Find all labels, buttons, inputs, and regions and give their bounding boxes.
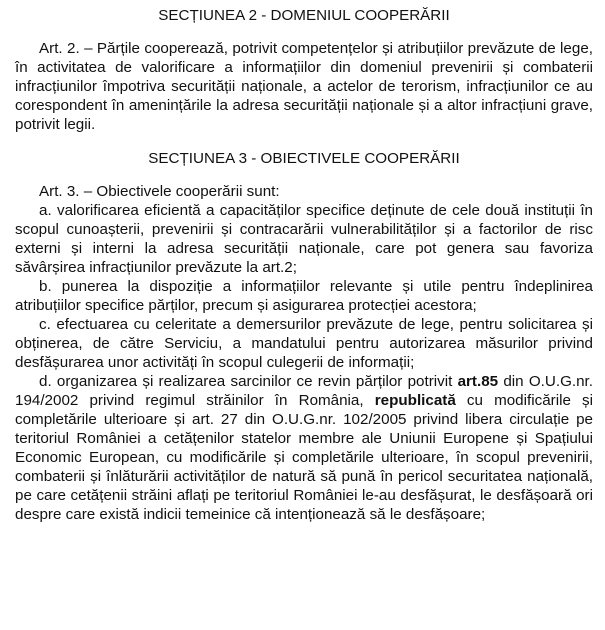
article-3-intro: Art. 3. – Obiectivele cooperării sunt: [39, 183, 280, 200]
objective-d [15, 372, 593, 524]
objective-d-text-2: din O.U.G.nr. 194/2002 privind regimul străinilor în România, [15, 373, 593, 409]
article-2-text: Art. 2. – Părțile cooperează, potrivit competențelor și atribuțiilor prevăzute de lege, în activitatea de valorificare a informațiilor din domeniul prevenirii și combaterii infracțiunilor împotriva securității naționale, a actelor de terorism, infracțiunilor ce au corespondent în amenințările la adresa securității naționale și a altor infracțiuni grave, potrivit legii. [15, 40, 593, 133]
objective-a: a. valorificarea eficientă a capacităților specifice deținute de cele două instituții în scopul cunoașterii, prevenirii și contracarării vulnerabilităților și a factorilor de risc externi și interni la adresa securității naționale, care pot genera sau favoriza săvârșirea infracțiunilor prevăzute la art.2; [15, 202, 593, 276]
section-3-title: SECȚIUNEA 3 - OBIECTIVELE COOPERĂRII [148, 150, 460, 167]
objective-c: c. efectuarea cu celeritate a demersurilor prevăzute de lege, pentru solicitarea și obținerea, de către Serviciu, a mandatului pentru autorizarea măsurilor privind desfășurarea unor activități în scopul culegerii de informații; [15, 316, 593, 371]
objective-d-bold-art85: art.85 [457, 373, 499, 390]
objective-d-text-3: cu modificările și completările ulterioare și art. 27 din O.U.G.nr. 102/2005 privind libera circulație pe teritoriul României a cetățenilor statelor membre ale Uniunii Europene și Spațiului Economic European, cu modificările și completările ulterioare, în scopul prevenirii, combaterii și înlăturării activităților de natură să pună în pericol securitatea națională, pe care cetățenii străini aflați pe teritoriul României le-au desfășurat, le desfășoară ori despre care există indicii temeinice că intenționează să le desfășoare; [15, 392, 593, 523]
objective-b: b. punerea la dispoziție a informațiilor relevante și utile pentru îndeplinirea atribuțiilor specifice părților, precum și asigurarea protecției acestora; [15, 278, 593, 314]
objective-d-text-1: d. organizarea și realizarea sarcinilor ce revin părților potrivit [39, 373, 458, 390]
section-2-title: SECȚIUNEA 2 - DOMENIUL COOPERĂRII [158, 7, 450, 24]
objective-d-bold-republicata: republicată [374, 392, 456, 409]
